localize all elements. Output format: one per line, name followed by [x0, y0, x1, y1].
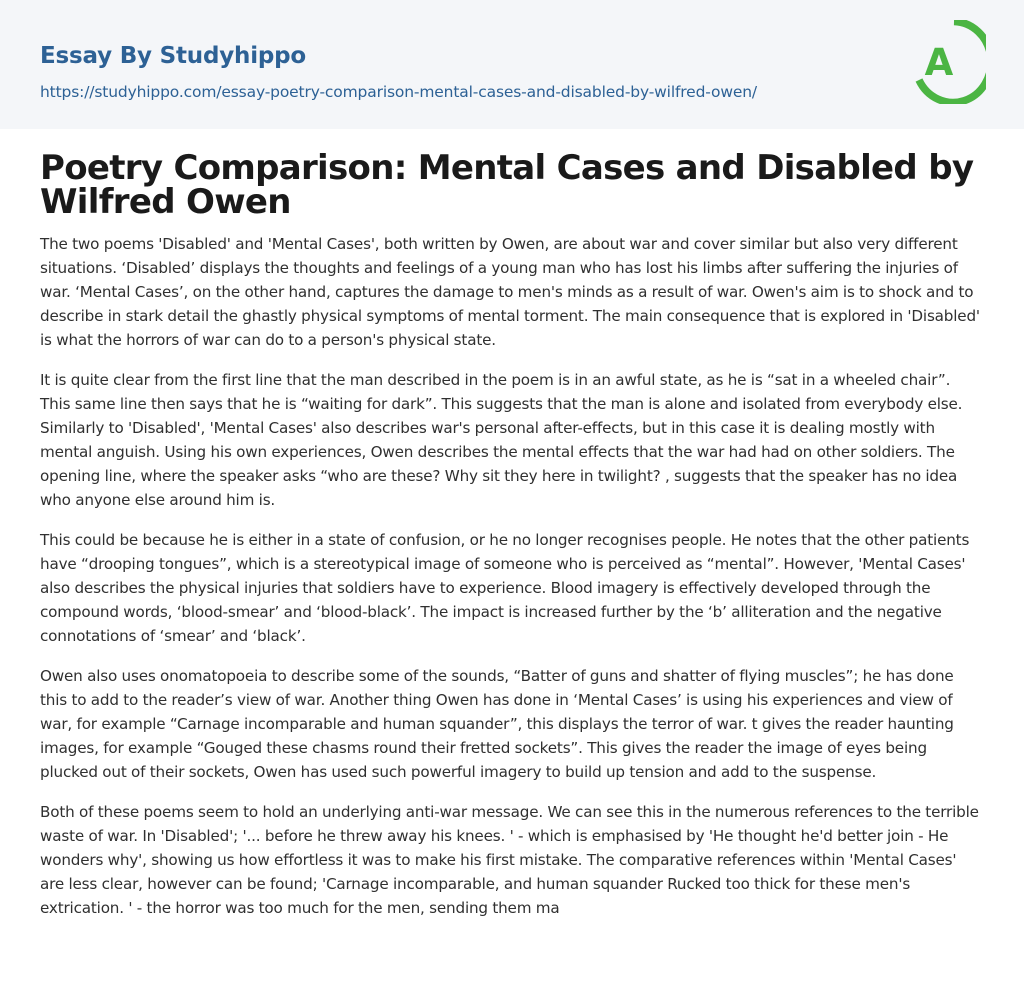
site-header — [0, 0, 1024, 129]
article — [0, 148, 1024, 920]
site-brand[interactable]: Essay By Studyhippo — [40, 43, 307, 69]
article-paragraph: Both of these poems seem to hold an underlying anti-war message. We can see this in the numerous references to the terrible waste of war. In 'Disabled'; '... before he threw away his knees. ' - which is emphasised by 'He thought he'd better join - He wonders why', showing us how effortless it was to make his first mistake. The comparative references within 'Mental Cases' are less clear, however can be found; 'Carnage incomparable, and human squander Rucked too thick for these men's extrication. ' - the horror was too much for the men, sending them ma — [40, 803, 979, 917]
article-paragraph: This could be because he is either in a state of confusion, or he no longer recognises people. He notes that the other patients have “drooping tongues”, which is a stereotypical image of someone who is perceived as “mental”. However, 'Mental Cases' also describes the physical injuries that soldiers have to experience. Blood imagery is effectively developed through the compound words, ‘blood-smear’ and ‘blood-black’. The impact is increased further by the ‘b’ alliteration and the negative connotations of ‘smear’ and ‘black’. — [40, 531, 970, 645]
logo-letter: A — [924, 41, 954, 84]
article-paragraph: It is quite clear from the first line that the man described in the poem is in an awful state, as he is “sat in a wheeled chair”. This same line then says that he is “waiting for dark”. This suggests that the man is alone and isolated from everybody else. Similarly to 'Disabled', 'Mental Cases' also describes war's personal after-effects, but in this case it is dealing mostly with mental anguish. Using his own experiences, Owen describes the mental effects that the war had had on other soldiers. The opening line, where the speaker asks “who are these? Why sit they here in twilight? , suggests that the speaker has no idea who anyone else around him is. — [40, 371, 963, 509]
studyhippo-logo-icon[interactable] — [912, 20, 986, 104]
article-title: Poetry Comparison: Mental Cases and Disabled by Wilfred Owen — [40, 148, 974, 222]
article-paragraph: The two poems 'Disabled' and 'Mental Cases', both written by Owen, are about war and cover similar but also very different situations. ‘Disabled’ displays the thoughts and feelings of a young man who has lost his limbs after suffering the injuries of war. ‘Mental Cases’, on the other hand, captures the damage to men's minds as a result of war. Owen's aim is to shock and to describe in stark detail the ghastly physical symptoms of mental torment. The main consequence that is explored in 'Disabled' is what the horrors of war can do to a person's physical state. — [40, 235, 980, 349]
article-paragraph: Owen also uses onomatopoeia to describe some of the sounds, “Batter of guns and shatter of flying muscles”; he has done this to add to the reader’s view of war. Another thing Owen has done in ‘Mental Cases’ is using his experiences and view of war, for example “Carnage incomparable and human squander”, this displays the terror of war. t gives the reader haunting images, for example “Gouged these chasms round their fretted sockets”. This gives the reader the image of eyes being plucked out of their sockets, Owen has used such powerful imagery to build up tension and add to the suspense. — [40, 667, 954, 781]
essay-url-link[interactable]: https://studyhippo.com/essay-poetry-comparison-mental-cases-and-disabled-by-wilfred-owen/ — [40, 83, 757, 101]
